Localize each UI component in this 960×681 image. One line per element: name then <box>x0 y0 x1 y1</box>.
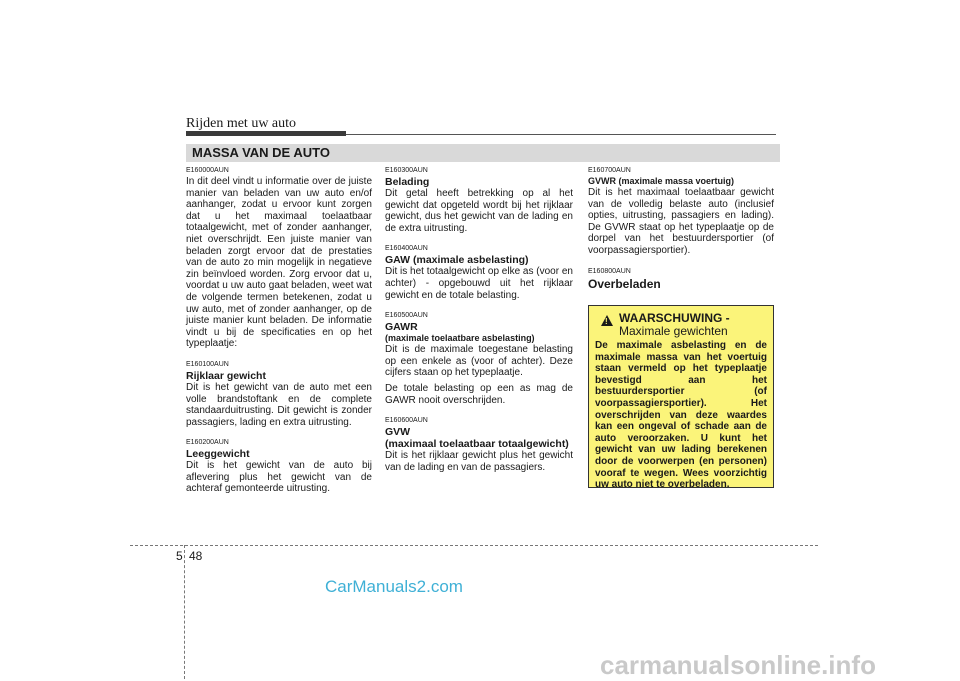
watermark-carmanualsonline: carmanualsonline.info <box>600 650 876 680</box>
column-3 <box>588 166 774 291</box>
column-1 <box>186 166 372 495</box>
code-e160800: E160800AUN <box>588 267 631 275</box>
gvwr-title: GVWR (maximale massa voertuig) <box>588 176 735 186</box>
code-e160700: E160700AUN <box>588 167 631 174</box>
gawr-text-2: De totale belasting op een as mag de GAWR nooit overschrijden. <box>385 382 573 406</box>
gaw-text: Dit is het totaalgewicht op elke as (voor en achter) - opgebouwd uit het rijklaar gewicht en de totale belasting. <box>385 266 573 301</box>
warning-title: WAARSCHUWING - <box>619 311 730 325</box>
warning-header <box>595 312 767 340</box>
gawr-subtitle: (maximale toelaatbare asbelasting) <box>385 333 535 344</box>
rijklaar-title: Rijklaar gewicht <box>186 369 266 382</box>
code-e160100: E160100AUN <box>186 360 229 368</box>
watermark-carmanuals2: CarManuals2.com <box>325 577 463 596</box>
gvw-title: GVW <box>385 426 411 439</box>
gvw-subtitle: (maximaal toelaatbaar totaalgewicht) <box>385 438 569 451</box>
warning-box <box>588 305 774 491</box>
code-e160600: E160600AUN <box>385 417 428 425</box>
section-title: MASSA VAN DE AUTO <box>186 144 780 162</box>
page-number: 48 <box>189 549 203 563</box>
header-rule-thin <box>346 134 776 135</box>
warning-subtitle: Maximale gewichten <box>619 324 728 338</box>
rijklaar-text: Dit is het gewicht van de auto met een volle brandstoftank en de complete standaarduitrusting. Dit gewicht is zonder passagiers, lading en extra uitrusting. <box>186 381 372 428</box>
leeg-title: Leeggewicht <box>186 448 250 461</box>
leeg-text: Dit is het gewicht van de auto bij aflevering plus het gewicht van de achteraf gemonteerde uitrusting. <box>186 460 372 495</box>
gawr-text-1: Dit is de maximale toegestane belasting op een enkele as (voor of achter). Deze cijfers staan op het typeplaatje. <box>385 344 573 379</box>
footer-vertical-rule <box>184 545 185 679</box>
belading-text: Dit getal heeft betrekking op al het gewicht dat opgeteld wordt bij het rijklaar gewicht, dus het gewicht van de lading en de extra uitrusting. <box>385 188 573 234</box>
page-chapter: 5 <box>176 549 183 563</box>
code-e160500: E160500AUN <box>385 312 428 320</box>
warning-text: De maximale asbelasting en de maximale massa van het voertuig staan vermeld op het typeplaatje bevestigd aan het bestuurdersportier (of voorpassagiersportier). Het overschrijden van deze waardes kan een ongeval of schade aan de auto veroorzaken. U kunt het gewicht van uw lading berekenen door de voorwerpen (en personen) vooraf te wegen. Wees voorzichtig uw auto niet te overbeladen. <box>595 340 767 491</box>
code-e160300: E160300AUN <box>385 167 428 174</box>
header-title: Rijden met uw auto <box>186 116 297 131</box>
warning-exclamation-icon: ! <box>605 317 608 326</box>
belading-title: Belading <box>385 176 430 188</box>
footer-rule <box>130 545 818 546</box>
gaw-title: GAW (maximale asbelasting) <box>385 254 529 267</box>
header-rule-thick <box>186 131 346 136</box>
overbeladen-title: Overbeladen <box>588 276 661 291</box>
column-2 <box>385 166 573 473</box>
gvw-text: Dit is het rijklaar gewicht plus het gewicht van de lading en van de passagiers. <box>385 450 573 473</box>
code-e160400: E160400AUN <box>385 245 428 253</box>
code-e160000: E160000AUN <box>186 167 229 174</box>
code-e160200: E160200AUN <box>186 439 229 447</box>
gvwr-text: Dit is het maximaal toelaatbaar gewicht van de volledig belaste auto (inclusief opties, uitrusting, passagiers en lading). De GVWR staat op het typeplaatje op de dorpel van het bestuurdersportier (of voorpassagiersportier). <box>588 187 774 256</box>
intro-text: In dit deel vindt u informatie over de juiste manier van beladen van uw auto en/of aanhanger, zodat u ervoor kunt zorgen dat u het maximaal toelaatbaar totaalgewicht, met of zonder aanhanger, niet overschrijdt. Een juiste manier van beladen zorgt ervoor dat de prestaties van de auto zo min mogelijk in negatieve zin beïnvloed worden. Zorg ervoor dat u, voordat u uw auto gaat beladen, weet wat de volgende termen betekenen, zodat u uw auto, met of zonder aanhanger, op de juiste manier kunt beladen. De informatie vindt u bij de specificaties en op het typeplaatje: <box>186 176 372 350</box>
gawr-title: GAWR <box>385 321 418 334</box>
